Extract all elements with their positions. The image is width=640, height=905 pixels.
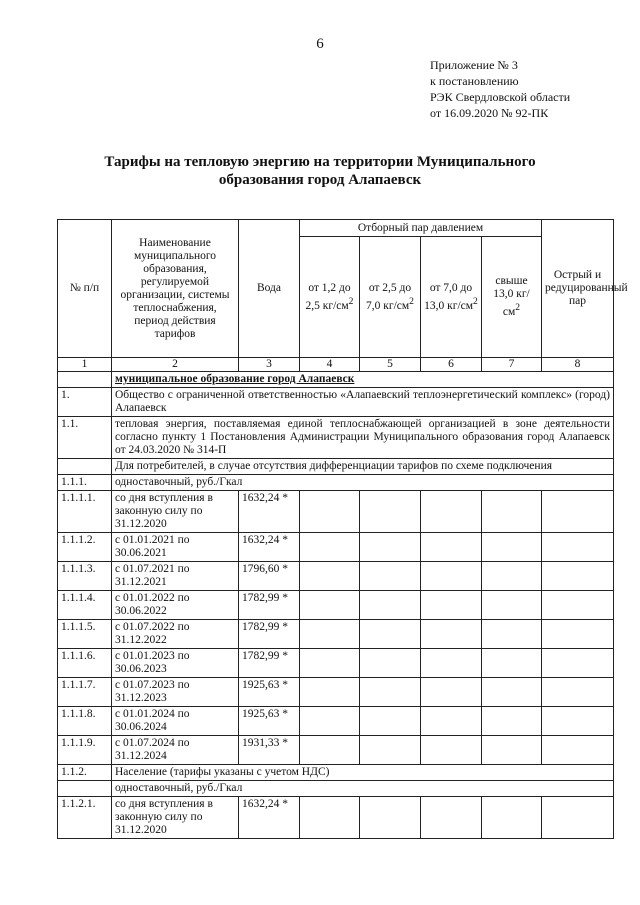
empty-cell xyxy=(482,491,542,533)
water-price-cell: 1931,33 * xyxy=(239,736,300,765)
table-row xyxy=(58,649,614,678)
column-number: 2 xyxy=(112,358,239,372)
table-row xyxy=(58,797,614,839)
empty-cell xyxy=(421,620,482,649)
empty-cell xyxy=(421,491,482,533)
appendix-reference xyxy=(430,57,570,121)
empty-cell xyxy=(360,707,421,736)
empty-cell xyxy=(482,562,542,591)
empty-cell xyxy=(421,533,482,562)
energy-description: тепловая энергия, поставляемая единой теплоснабжающей организацией в зоне деятельности согласно пункту 1 Постановления Администрации Муниципального образования город Алапаевск от 24.03.2020 № 314-П xyxy=(112,417,614,459)
row-number: 1.1.1.3. xyxy=(58,562,112,591)
empty-cell xyxy=(360,533,421,562)
empty-cell xyxy=(482,620,542,649)
row-number: 1.1.1.7. xyxy=(58,678,112,707)
table-row xyxy=(58,533,614,562)
row-number: 1.1.2. xyxy=(58,765,112,781)
organization-name: Общество с ограниченной ответственностью «Алапаевский теплоэнергетический комплекс» (город) Алапаевск xyxy=(112,388,614,417)
empty-cell xyxy=(360,736,421,765)
empty-cell xyxy=(360,649,421,678)
empty-cell xyxy=(482,678,542,707)
empty-cell xyxy=(482,649,542,678)
row-number: 1.1.1.8. xyxy=(58,707,112,736)
tariff-type: одноставочный, руб./Гкал xyxy=(112,781,614,797)
empty-cell xyxy=(421,678,482,707)
empty-cell xyxy=(482,533,542,562)
water-price-cell: 1796,60 * xyxy=(239,562,300,591)
table-row xyxy=(58,707,614,736)
header-pressure-3 xyxy=(421,237,482,358)
water-price-cell: 1782,99 * xyxy=(239,620,300,649)
empty-cell xyxy=(421,591,482,620)
empty-cell xyxy=(482,591,542,620)
water-price-cell: 1925,63 * xyxy=(239,678,300,707)
header-pressure-4 xyxy=(482,237,542,358)
empty-cell xyxy=(300,649,360,678)
empty-cell xyxy=(300,797,360,839)
row-number: 1.1.1.9. xyxy=(58,736,112,765)
tariff-rows xyxy=(58,797,614,839)
empty-cell xyxy=(482,797,542,839)
empty-cell xyxy=(300,736,360,765)
empty-cell xyxy=(542,649,614,678)
header-num: № п/п xyxy=(58,220,112,358)
row-number: 1.1.2.1. xyxy=(58,797,112,839)
row-number: 1.1. xyxy=(58,417,112,459)
table-row xyxy=(58,736,614,765)
header-pressure-text: от 2,5 до 7,0 кг/см xyxy=(366,281,412,312)
column-number: 8 xyxy=(542,358,614,372)
water-price-cell: 1782,99 * xyxy=(239,591,300,620)
title-line: Тарифы на тепловую энергию на территории Муниципального xyxy=(104,154,536,170)
table-row xyxy=(58,562,614,591)
row-number: 1.1.1.2. xyxy=(58,533,112,562)
tariff-table xyxy=(57,219,628,839)
header-steam-group: Отборный пар давлением xyxy=(300,220,542,237)
empty-cell xyxy=(300,591,360,620)
appendix-line: Приложение № 3 xyxy=(430,58,518,72)
period-cell: с 01.07.2021 по 31.12.2021 xyxy=(112,562,239,591)
table-cell xyxy=(58,781,112,797)
period-cell: с 01.07.2024 по 31.12.2024 xyxy=(112,736,239,765)
header-pressure-text: от 1,2 до 2,5 кг/см xyxy=(305,281,351,312)
empty-cell xyxy=(482,707,542,736)
header-sharp-steam: Острый и редуцированный пар xyxy=(542,220,614,358)
empty-cell xyxy=(300,491,360,533)
water-price-cell: 1632,24 * xyxy=(239,797,300,839)
column-number: 7 xyxy=(482,358,542,372)
empty-cell xyxy=(360,491,421,533)
row-number: 1.1.1.4. xyxy=(58,591,112,620)
empty-cell xyxy=(421,562,482,591)
column-number: 1 xyxy=(58,358,112,372)
empty-cell xyxy=(300,678,360,707)
row-number: 1.1.1.1. xyxy=(58,491,112,533)
water-price-cell: 1632,24 * xyxy=(239,491,300,533)
superscript: 2 xyxy=(348,295,354,307)
empty-cell xyxy=(360,678,421,707)
water-price-cell: 1782,99 * xyxy=(239,649,300,678)
header-pressure-2 xyxy=(360,237,421,358)
header-pressure-1 xyxy=(300,237,360,358)
empty-cell xyxy=(421,736,482,765)
header-water: Вода xyxy=(239,220,300,358)
empty-cell xyxy=(421,649,482,678)
period-cell: со дня вступления в законную силу по 31.12.2020 xyxy=(112,491,239,533)
municipality-heading: муниципальное образование город Алапаевск xyxy=(112,372,614,388)
period-cell: с 01.07.2023 по 31.12.2023 xyxy=(112,678,239,707)
period-cell: со дня вступления в законную силу по 31.12.2020 xyxy=(112,797,239,839)
empty-cell xyxy=(360,620,421,649)
period-cell: с 01.07.2022 по 31.12.2022 xyxy=(112,620,239,649)
water-price-cell: 1925,63 * xyxy=(239,707,300,736)
appendix-line: от 16.09.2020 № 92-ПК xyxy=(430,106,549,120)
empty-cell xyxy=(421,707,482,736)
appendix-line: РЭК Свердловской области xyxy=(430,90,571,104)
empty-cell xyxy=(300,533,360,562)
table-row xyxy=(58,620,614,649)
water-price-cell: 1632,24 * xyxy=(239,533,300,562)
column-number: 6 xyxy=(421,358,482,372)
population-category: Население (тарифы указаны с учетом НДС) xyxy=(112,765,614,781)
empty-cell xyxy=(542,620,614,649)
empty-cell xyxy=(542,707,614,736)
empty-cell xyxy=(300,562,360,591)
tariff-rows xyxy=(58,491,614,765)
column-number: 4 xyxy=(300,358,360,372)
consumer-category: Для потребителей, в случае отсутствия дифференциации тарифов по схеме подключения xyxy=(112,459,614,475)
empty-cell xyxy=(542,797,614,839)
empty-cell xyxy=(360,562,421,591)
header-name: Наименование муниципального образования, регулируемой организации, системы теплоснабжения, период действия тарифов xyxy=(112,220,239,358)
superscript: 2 xyxy=(409,295,414,307)
row-number: 1.1.1.5. xyxy=(58,620,112,649)
header-pressure-text: от 7,0 до 13,0 кг/см xyxy=(424,281,474,312)
table-row xyxy=(58,678,614,707)
period-cell: с 01.01.2021 по 30.06.2021 xyxy=(112,533,239,562)
empty-cell xyxy=(482,736,542,765)
empty-cell xyxy=(542,562,614,591)
row-number: 1.1.1.6. xyxy=(58,649,112,678)
empty-cell xyxy=(300,620,360,649)
empty-cell xyxy=(542,678,614,707)
document-title xyxy=(60,153,580,189)
column-number: 5 xyxy=(360,358,421,372)
empty-cell xyxy=(360,591,421,620)
empty-cell xyxy=(300,707,360,736)
superscript: 2 xyxy=(515,302,521,314)
period-cell: с 01.01.2022 по 30.06.2022 xyxy=(112,591,239,620)
table-row xyxy=(58,491,614,533)
empty-cell xyxy=(542,591,614,620)
table-cell xyxy=(58,372,112,388)
tariff-type: одноставочный, руб./Гкал xyxy=(112,475,614,491)
superscript: 2 xyxy=(473,295,478,307)
column-number: 3 xyxy=(239,358,300,372)
table-cell xyxy=(58,459,112,475)
header-pressure-text: свыше 13,0 кг/см xyxy=(493,275,530,318)
table-row xyxy=(58,591,614,620)
empty-cell xyxy=(542,533,614,562)
page-number: 6 xyxy=(316,36,324,52)
title-line: образования город Алапаевск xyxy=(218,172,422,188)
row-number: 1. xyxy=(58,388,112,417)
period-cell: с 01.01.2024 по 30.06.2024 xyxy=(112,707,239,736)
appendix-line: к постановлению xyxy=(430,74,519,88)
empty-cell xyxy=(542,736,614,765)
empty-cell xyxy=(421,797,482,839)
period-cell: с 01.01.2023 по 30.06.2023 xyxy=(112,649,239,678)
empty-cell xyxy=(542,491,614,533)
empty-cell xyxy=(360,797,421,839)
row-number: 1.1.1. xyxy=(58,475,112,491)
